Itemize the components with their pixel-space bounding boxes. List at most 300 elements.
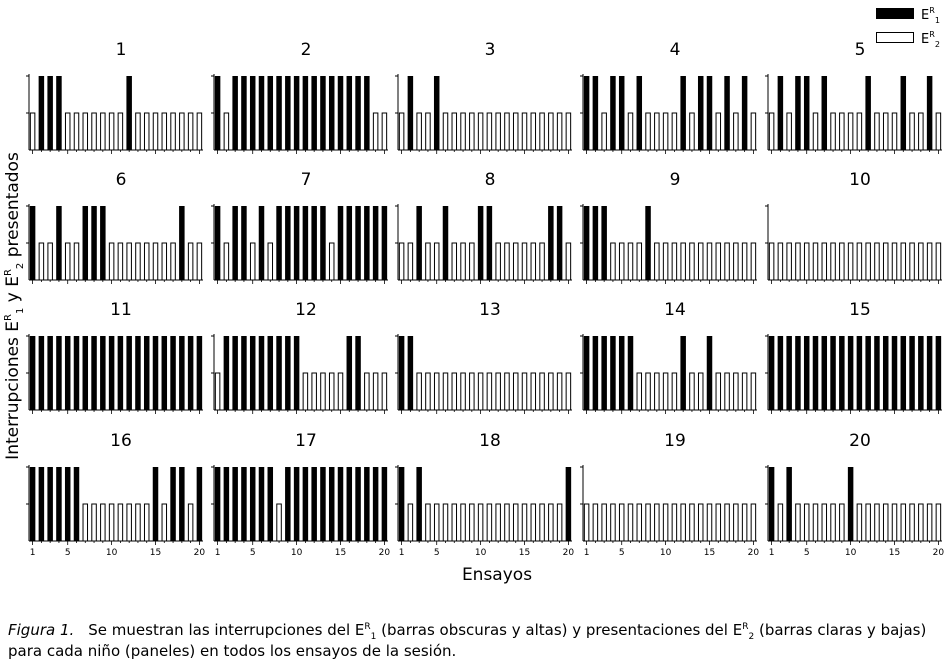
bar-er2 [787, 243, 792, 280]
bar-er1 [232, 206, 238, 280]
bar-er1 [224, 467, 230, 541]
bar-er2 [144, 113, 149, 150]
bar-er1 [347, 76, 353, 150]
bar-er1 [74, 467, 80, 541]
legend-swatch-er1 [876, 8, 914, 19]
bar-er1 [416, 206, 422, 280]
bar-er2 [109, 243, 114, 280]
bar-er2 [329, 373, 334, 410]
bar-er2 [478, 113, 483, 150]
bar-er2 [619, 504, 624, 541]
bar-er1 [478, 206, 484, 280]
bar-er1 [698, 76, 704, 150]
bar-er2 [919, 113, 924, 150]
panel-label-7: 7 [300, 170, 312, 190]
figure-caption [8, 620, 938, 662]
bar-er2 [522, 504, 527, 541]
panel-label-13: 13 [479, 300, 501, 320]
bar-er1 [250, 467, 256, 541]
bar-er1 [382, 467, 388, 541]
bar-er2 [30, 113, 34, 150]
bar-er2 [734, 113, 739, 150]
bar-er1 [224, 336, 230, 410]
bar-er2 [461, 243, 466, 280]
bar-er2 [655, 504, 660, 541]
bar-er1 [865, 76, 871, 150]
bar-er1 [769, 467, 775, 541]
bar-er1 [153, 336, 159, 410]
bar-er2 [496, 373, 501, 410]
bar-er1 [399, 336, 405, 410]
bar-er1 [628, 336, 634, 410]
bar-er2 [901, 243, 906, 280]
bar-er1 [250, 76, 256, 150]
bar-er1 [65, 336, 71, 410]
bar-er1 [610, 76, 616, 150]
bar-er2 [778, 504, 783, 541]
bar-er2 [637, 504, 642, 541]
bar-er1 [822, 76, 828, 150]
bar-er2 [698, 373, 703, 410]
bar-er2 [522, 373, 527, 410]
bar-er2 [373, 373, 378, 410]
panel-label-4: 4 [669, 40, 681, 60]
bar-er2 [734, 504, 739, 541]
bar-er2 [751, 113, 756, 150]
bar-er1 [901, 336, 907, 410]
bar-er1 [804, 76, 810, 150]
bar-er2 [513, 243, 518, 280]
bar-er2 [725, 504, 730, 541]
bar-er1 [74, 336, 80, 410]
bar-er2 [646, 504, 651, 541]
bar-er2 [513, 504, 518, 541]
x-tick-label: 1 [398, 548, 405, 558]
bar-er2 [434, 504, 439, 541]
bar-er1 [813, 336, 819, 410]
bar-er2 [153, 113, 158, 150]
bar-er1 [601, 336, 607, 410]
bar-er1 [268, 467, 274, 541]
bar-er2 [742, 243, 747, 280]
bar-er1 [232, 76, 238, 150]
bar-er2 [725, 243, 730, 280]
bar-er2 [443, 113, 448, 150]
bar-er2 [197, 113, 202, 150]
bar-er1 [373, 206, 379, 280]
bar-er1 [179, 206, 185, 280]
bar-er2 [540, 373, 545, 410]
bar-er1 [338, 206, 344, 280]
bar-er2 [487, 504, 492, 541]
bar-er2 [461, 504, 466, 541]
bar-er1 [30, 467, 35, 541]
bar-er2 [619, 243, 624, 280]
x-tick-label: 5 [803, 548, 810, 558]
bar-er1 [232, 336, 238, 410]
bar-er1 [47, 336, 53, 410]
panel-label-15: 15 [849, 300, 871, 320]
bar-er2 [742, 373, 747, 410]
bar-er1 [179, 336, 185, 410]
bar-er2 [505, 504, 510, 541]
x-axis-title: Ensayos [461, 565, 533, 585]
bar-er2 [382, 373, 387, 410]
bar-er2 [434, 373, 439, 410]
bar-er2 [153, 243, 158, 280]
bar-er2 [831, 504, 836, 541]
bar-er2 [655, 113, 660, 150]
bar-er2 [127, 504, 132, 541]
bar-er2 [321, 373, 326, 410]
bar-er2 [382, 113, 387, 150]
bar-er2 [109, 504, 114, 541]
bar-er1 [56, 206, 62, 280]
x-tick-label: 15 [334, 548, 347, 558]
bar-er2 [118, 243, 123, 280]
bar-er1 [593, 76, 599, 150]
bar-er2 [778, 243, 783, 280]
bar-er2 [162, 243, 167, 280]
bar-er1 [408, 336, 414, 410]
panel-label-19: 19 [664, 431, 686, 451]
bar-er2 [875, 113, 880, 150]
bar-er2 [426, 113, 431, 150]
bar-er1 [619, 76, 625, 150]
bar-er2 [171, 243, 176, 280]
bar-er2 [628, 504, 633, 541]
bar-er2 [277, 504, 282, 541]
bar-er2 [813, 113, 818, 150]
bar-er1 [303, 76, 309, 150]
bar-er2 [927, 504, 932, 541]
bar-er2 [434, 243, 439, 280]
bar-er2 [522, 113, 527, 150]
bar-er2 [901, 504, 906, 541]
bar-er1 [135, 336, 141, 410]
x-tick-label: 10 [290, 548, 303, 558]
bar-er2 [672, 373, 677, 410]
x-tick-label: 5 [433, 548, 440, 558]
bar-er2 [892, 243, 897, 280]
panel-label-20: 20 [849, 431, 871, 451]
bar-er2 [725, 373, 730, 410]
bar-er2 [180, 113, 185, 150]
x-tick-label: 1 [29, 548, 36, 558]
bar-er1 [584, 76, 590, 150]
bar-er2 [144, 504, 149, 541]
bar-er2 [690, 504, 695, 541]
bar-er1 [250, 336, 256, 410]
bar-er2 [892, 113, 897, 150]
bar-er2 [338, 373, 343, 410]
bar-er2 [549, 373, 554, 410]
x-tick-label: 15 [149, 548, 162, 558]
bar-er2 [840, 113, 845, 150]
panel-label-18: 18 [479, 431, 501, 451]
bar-er1 [241, 336, 247, 410]
bar-er1 [364, 76, 370, 150]
bar-er2 [399, 243, 404, 280]
x-tick-label: 15 [518, 548, 531, 558]
bar-er1 [285, 336, 291, 410]
bar-er2 [540, 504, 545, 541]
bar-er2 [408, 504, 413, 541]
x-tick-label: 20 [378, 548, 391, 558]
bar-er2 [312, 373, 317, 410]
bar-er1 [557, 206, 563, 280]
bar-er1 [153, 467, 159, 541]
bar-er1 [347, 467, 353, 541]
bar-er2 [936, 113, 941, 150]
bar-er1 [927, 76, 933, 150]
bar-er2 [83, 504, 88, 541]
bar-er1 [804, 336, 810, 410]
bar-er2 [557, 113, 562, 150]
bar-er1 [769, 336, 775, 410]
x-tick-label: 1 [583, 548, 590, 558]
bar-er2 [136, 113, 141, 150]
bar-er1 [91, 206, 97, 280]
bar-er2 [769, 113, 774, 150]
bar-er2 [751, 504, 756, 541]
bar-er1 [364, 206, 370, 280]
bar-er1 [338, 76, 344, 150]
bar-er2 [936, 504, 941, 541]
bar-er2 [92, 504, 97, 541]
bar-er2 [848, 113, 853, 150]
bar-er2 [531, 113, 536, 150]
bar-er2 [716, 243, 721, 280]
bar-er2 [804, 243, 809, 280]
bar-er1 [601, 206, 607, 280]
bar-er2 [716, 113, 721, 150]
bar-er2 [118, 113, 123, 150]
bar-er2 [224, 113, 229, 150]
caption-figure-label: Figura 1. [8, 621, 75, 639]
bar-er1 [680, 76, 686, 150]
bar-er1 [100, 206, 106, 280]
bar-er2 [857, 243, 862, 280]
bar-er2 [822, 504, 827, 541]
bar-er1 [329, 467, 335, 541]
bar-er1 [593, 336, 599, 410]
bar-er1 [276, 336, 282, 410]
bar-er2 [109, 113, 114, 150]
bar-er2 [452, 113, 457, 150]
bar-er2 [478, 504, 483, 541]
bar-er1 [865, 336, 871, 410]
bar-er1 [83, 206, 89, 280]
bar-er1 [724, 76, 730, 150]
bar-er2 [118, 504, 123, 541]
bar-er2 [637, 373, 642, 410]
bar-er2 [513, 373, 518, 410]
bar-er1 [311, 206, 317, 280]
bar-er2 [566, 113, 571, 150]
panel-label-1: 1 [115, 40, 127, 60]
bar-er1 [848, 467, 854, 541]
bar-er1 [355, 206, 361, 280]
x-tick-label: 10 [844, 548, 857, 558]
bar-er1 [294, 76, 300, 150]
bar-er1 [707, 76, 713, 150]
bar-er1 [434, 76, 440, 150]
bar-er2 [224, 243, 229, 280]
bar-er1 [197, 336, 203, 410]
bar-er1 [795, 336, 801, 410]
bar-er1 [786, 467, 792, 541]
bar-er2 [663, 243, 668, 280]
bar-er2 [136, 243, 141, 280]
legend-swatch-er2 [877, 33, 914, 43]
bar-er2 [637, 243, 642, 280]
bar-er2 [74, 113, 79, 150]
bar-er1 [593, 206, 599, 280]
bar-er1 [786, 336, 792, 410]
bar-er2 [813, 243, 818, 280]
bar-er1 [56, 467, 62, 541]
bar-er2 [487, 113, 492, 150]
x-tick-label: 5 [618, 548, 625, 558]
panel-label-5: 5 [854, 40, 866, 60]
bar-er1 [548, 206, 554, 280]
x-tick-label: 20 [562, 548, 575, 558]
bar-er1 [268, 76, 274, 150]
bar-er2 [822, 243, 827, 280]
bar-er1 [303, 206, 309, 280]
bar-er1 [83, 336, 89, 410]
bar-er2 [171, 113, 176, 150]
bar-er2 [531, 504, 536, 541]
bar-er2 [417, 373, 422, 410]
bar-er2 [92, 113, 97, 150]
bar-er2 [672, 243, 677, 280]
bar-er2 [734, 243, 739, 280]
bar-er2 [875, 504, 880, 541]
bar-er1 [241, 467, 247, 541]
bar-er1 [241, 76, 247, 150]
bar-er2 [672, 504, 677, 541]
bar-er1 [30, 336, 35, 410]
bar-er1 [742, 76, 748, 150]
bar-er2 [910, 113, 915, 150]
bar-er2 [707, 504, 712, 541]
bar-er1 [39, 76, 45, 150]
bar-er1 [408, 76, 414, 150]
bar-er1 [347, 336, 353, 410]
bar-er2 [813, 504, 818, 541]
bar-er2 [513, 113, 518, 150]
bar-er1 [144, 336, 150, 410]
bar-er2 [796, 504, 801, 541]
bar-er2 [65, 113, 70, 150]
bar-er2 [663, 504, 668, 541]
bar-er2 [426, 243, 431, 280]
bar-er1 [170, 467, 176, 541]
bar-er2 [857, 504, 862, 541]
bar-er2 [197, 243, 202, 280]
bar-er1 [778, 336, 784, 410]
bar-er2 [628, 113, 633, 150]
bar-er1 [399, 467, 405, 541]
bar-er2 [663, 373, 668, 410]
bar-er2 [39, 243, 44, 280]
bar-er2 [566, 243, 571, 280]
x-tick-label: 1 [214, 548, 221, 558]
bar-er2 [866, 504, 871, 541]
bar-er2 [188, 504, 193, 541]
bar-er2 [74, 243, 79, 280]
bar-er2 [857, 113, 862, 150]
bar-er1 [355, 76, 361, 150]
legend-label-er1: $E^R_1$ [921, 6, 940, 25]
bar-er1 [637, 76, 643, 150]
bar-er2 [769, 243, 774, 280]
bar-er2 [672, 113, 677, 150]
panel-label-17: 17 [295, 431, 317, 451]
bar-er2 [751, 373, 756, 410]
bar-er2 [505, 373, 510, 410]
bar-er2 [655, 243, 660, 280]
bar-er1 [39, 467, 45, 541]
bar-er2 [162, 504, 167, 541]
bar-er1 [347, 206, 353, 280]
bar-er1 [100, 336, 106, 410]
bar-er1 [294, 206, 300, 280]
x-tick-label: 1 [768, 548, 775, 558]
bar-er1 [320, 467, 326, 541]
bar-er2 [690, 113, 695, 150]
bar-er1 [109, 336, 115, 410]
bar-er2 [399, 113, 404, 150]
bar-er1 [56, 76, 62, 150]
bar-er2 [188, 113, 193, 150]
bar-er2 [540, 113, 545, 150]
bar-er1 [848, 336, 854, 410]
bar-er2 [611, 243, 616, 280]
bar-er1 [936, 336, 942, 410]
bar-er1 [927, 336, 933, 410]
bar-er1 [619, 336, 625, 410]
bar-er2 [426, 504, 431, 541]
panel-label-2: 2 [300, 40, 312, 60]
bar-er1 [857, 336, 863, 410]
bar-er2 [65, 243, 70, 280]
bar-er1 [487, 206, 493, 280]
bar-er2 [602, 504, 607, 541]
bar-er1 [276, 206, 282, 280]
bar-er1 [47, 76, 53, 150]
bar-er2 [831, 243, 836, 280]
bar-er2 [470, 243, 475, 280]
bar-er2 [910, 504, 915, 541]
bar-er2 [655, 373, 660, 410]
bar-er1 [285, 467, 291, 541]
bar-er2 [461, 373, 466, 410]
bar-er2 [531, 243, 536, 280]
bar-er1 [355, 467, 361, 541]
bar-er2 [522, 243, 527, 280]
bar-er1 [830, 336, 836, 410]
bar-er2 [787, 113, 792, 150]
bar-er2 [663, 113, 668, 150]
bar-er2 [936, 243, 941, 280]
bar-er2 [883, 113, 888, 150]
bar-er1 [118, 336, 124, 410]
bar-er2 [144, 243, 149, 280]
bar-er1 [610, 336, 616, 410]
